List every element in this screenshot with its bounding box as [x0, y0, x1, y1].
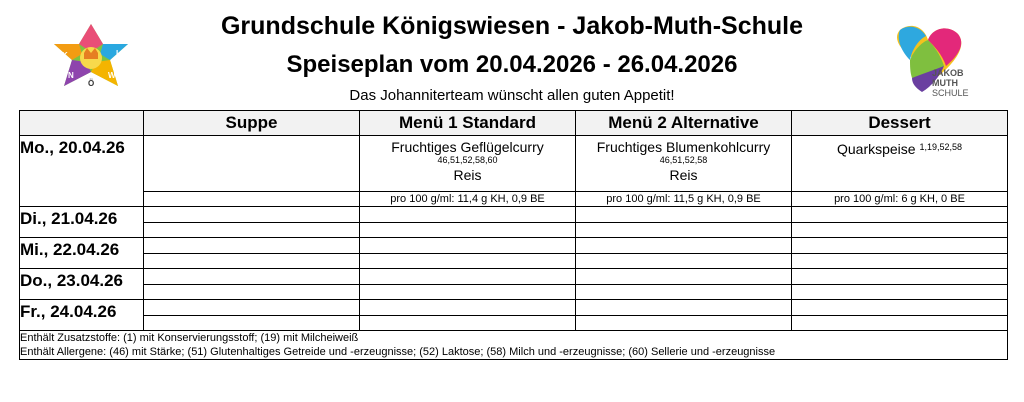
- cell-dessert: [792, 269, 1008, 285]
- logo-letter: G: [74, 35, 81, 44]
- column-header-menu1: Menü 1 Standard: [360, 111, 576, 136]
- nutrition-menu1: [360, 253, 576, 269]
- day-label: Mi., 22.04.26: [20, 238, 144, 269]
- cell-dessert: [792, 207, 1008, 223]
- table-row: [20, 238, 1008, 254]
- table-row: [20, 269, 1008, 285]
- header-corner: [20, 111, 144, 136]
- side-dish: Reis: [669, 167, 698, 183]
- logo-word-jakob: JAKOB: [932, 68, 964, 78]
- side-dish: Reis: [453, 167, 482, 183]
- table-row: [20, 207, 1008, 223]
- nutrition-dessert: [792, 284, 1008, 300]
- nutrition-menu1: [360, 315, 576, 331]
- cell-menu1: [360, 136, 576, 192]
- cell-menu2: [576, 300, 792, 316]
- logo-letter: W: [108, 71, 116, 80]
- day-label: Mo., 20.04.26: [20, 136, 144, 207]
- logo-letter: N: [68, 71, 74, 80]
- nutrition-menu2: [576, 222, 792, 238]
- allergens-note: Enthält Allergene: (46) mit Stärke; (51) Glutenhaltiges Getreide und -erzeugnisse; (52) Laktose; (58) Milch und -erzeugnisse; (60) Sellerie und -erzeugnisse: [20, 346, 776, 358]
- logo-letter: S: [104, 35, 110, 44]
- day-label: Di., 21.04.26: [20, 207, 144, 238]
- menu-table: [19, 110, 1008, 360]
- footer-notes: [20, 331, 1008, 360]
- logo-letter: I: [116, 49, 119, 58]
- allergen-codes: 46,51,52,58,60: [437, 155, 498, 165]
- cell-suppe: [144, 300, 360, 316]
- dessert-line: [792, 136, 1007, 157]
- allergen-codes: 1,19,52,58: [919, 142, 963, 152]
- logo-letter: Ö: [88, 79, 95, 88]
- logo-letter: K: [62, 51, 68, 60]
- column-header-dessert: Dessert: [792, 111, 1008, 136]
- nutrition-row: [20, 222, 1008, 238]
- cell-menu2: [576, 269, 792, 285]
- cell-dessert: [792, 238, 1008, 254]
- cell-suppe: [144, 136, 360, 192]
- cell-menu1: [360, 238, 576, 254]
- dish-name: Fruchtiges Blumenkohlcurry: [596, 139, 771, 155]
- day-label: Fr., 24.04.26: [20, 300, 144, 331]
- table-row: [20, 300, 1008, 316]
- cell-dessert: [792, 300, 1008, 316]
- nutrition-dessert: pro 100 g/ml: 6 g KH, 0 BE: [792, 192, 1008, 207]
- column-header-menu2: Menü 2 Alternative: [576, 111, 792, 136]
- table-row: [20, 136, 1008, 192]
- nutrition-menu2: [576, 315, 792, 331]
- nutrition-menu2: [576, 253, 792, 269]
- nutrition-menu1: pro 100 g/ml: 11,4 g KH, 0,9 BE: [360, 192, 576, 207]
- allergen-codes: 46,51,52,58: [659, 155, 708, 165]
- dish-name: Fruchtiges Geflügelcurry: [391, 139, 544, 155]
- nutrition-suppe: [144, 222, 360, 238]
- nutrition-menu1: [360, 222, 576, 238]
- nutrition-menu2: pro 100 g/ml: 11,5 g KH, 0,9 BE: [576, 192, 792, 207]
- cell-menu1: [360, 269, 576, 285]
- nutrition-dessert: [792, 315, 1008, 331]
- cell-suppe: [144, 207, 360, 223]
- nutrition-dessert: [792, 222, 1008, 238]
- dish-name: Quarkspeise: [836, 141, 916, 157]
- nutrition-menu2: [576, 284, 792, 300]
- header-row: [20, 111, 1008, 136]
- nutrition-row: [20, 315, 1008, 331]
- cell-dessert: [792, 136, 1008, 192]
- nutrition-suppe: [144, 315, 360, 331]
- page-title: Grundschule Königswiesen - Jakob-Muth-Schule: [220, 12, 803, 40]
- cell-menu2: [576, 136, 792, 192]
- day-label: Do., 23.04.26: [20, 269, 144, 300]
- cell-suppe: [144, 269, 360, 285]
- cell-menu1: [360, 207, 576, 223]
- nutrition-row: [20, 192, 1008, 207]
- nutrition-suppe: [144, 192, 360, 207]
- nutrition-row: [20, 284, 1008, 300]
- greeting-text: Das Johanniterteam wünscht allen guten Appetit!: [349, 87, 675, 104]
- cell-menu1: [360, 300, 576, 316]
- column-header-suppe: Suppe: [144, 111, 360, 136]
- cell-menu2: [576, 238, 792, 254]
- footer-row: [20, 331, 1008, 360]
- nutrition-suppe: [144, 253, 360, 269]
- page-subtitle: Speiseplan vom 20.04.2026 - 26.04.2026: [286, 51, 738, 78]
- logo-word-schule: SCHULE: [932, 88, 969, 98]
- additives-note: Enthält Zusatzstoffe: (1) mit Konservierungsstoff; (19) mit Milcheiweiß: [20, 332, 359, 344]
- nutrition-menu1: [360, 284, 576, 300]
- nutrition-suppe: [144, 284, 360, 300]
- cell-suppe: [144, 238, 360, 254]
- nutrition-row: [20, 253, 1008, 269]
- nutrition-dessert: [792, 253, 1008, 269]
- cell-menu2: [576, 207, 792, 223]
- logo-word-muth: MUTH: [932, 78, 958, 88]
